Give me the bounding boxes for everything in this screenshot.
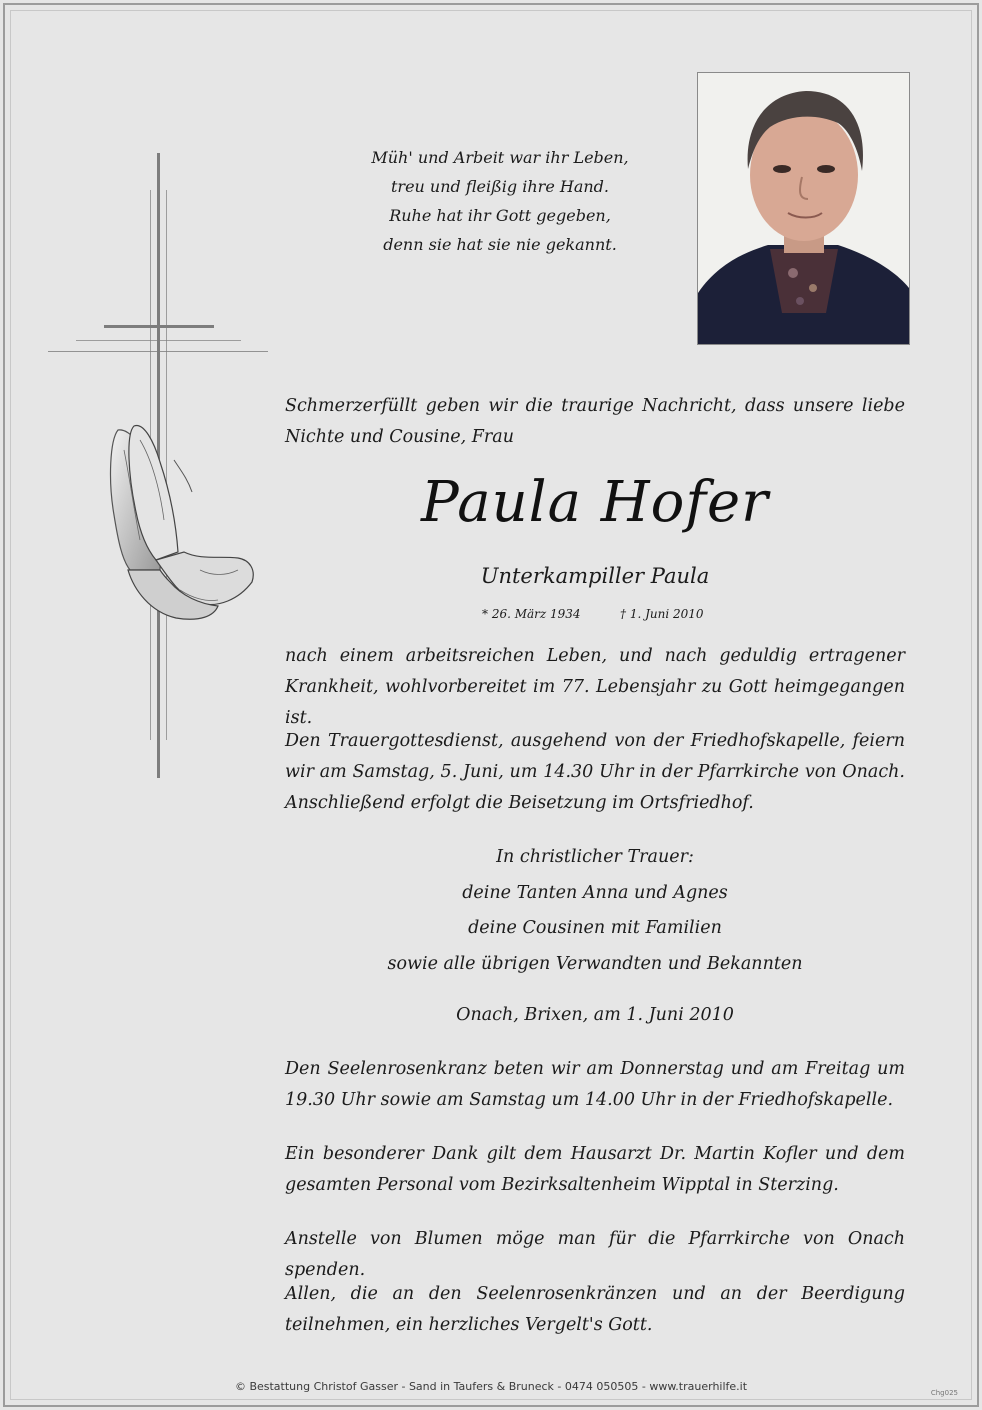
mourners-heading: In christlicher Trauer: bbox=[496, 847, 694, 867]
intro-text: Schmerzerfüllt geben wir die traurige Nachricht, dass unsere liebe Nichte und Cousine, Frau bbox=[285, 396, 905, 447]
mourner-line: sowie alle übrigen Verwandten und Bekannten bbox=[387, 953, 803, 974]
deceased-name: Paula Hofer bbox=[421, 470, 769, 535]
death-date: † 1. Juni 2010 bbox=[620, 607, 704, 621]
mourner-line: deine Tanten Anna und Agnes bbox=[462, 882, 728, 903]
footer-code: Chg025 bbox=[930, 1389, 958, 1397]
portrait-image bbox=[698, 73, 909, 344]
portrait-photo bbox=[697, 72, 910, 345]
mourner-line: deine Cousinen mit Familien bbox=[468, 918, 722, 938]
place-date: Onach, Brixen, am 1. Juni 2010 bbox=[456, 1005, 734, 1025]
gratitude-paragraph: Allen, die an den Seelenrosenkränzen und an der Beerdigung teilnehmen, ein herzliches Vergelt's Gott. bbox=[285, 1284, 905, 1335]
verse-line: Müh' und Arbeit war ihr Leben, bbox=[371, 148, 629, 167]
footer-credit: © Bestattung Christof Gasser - Sand in Taufers & Bruneck - 0474 050505 - www.trauerhilfe.it bbox=[234, 1380, 748, 1393]
verse-line: treu und fleißig ihre Hand. bbox=[390, 177, 609, 196]
verse-line: denn sie hat sie nie gekannt. bbox=[383, 235, 617, 254]
flowers-paragraph: Anstelle von Blumen möge man für die Pfarrkirche von Onach spenden. bbox=[285, 1229, 905, 1280]
praying-hands-icon bbox=[100, 420, 260, 630]
deceased-nickname: Unterkampiller Paula bbox=[480, 564, 710, 588]
verse-line: Ruhe hat ihr Gott gegeben, bbox=[389, 206, 611, 225]
birth-date: * 26. März 1934 bbox=[482, 607, 581, 621]
thanks-paragraph: Ein besonderer Dank gilt dem Hausarzt Dr. Martin Kofler und dem gesamten Personal vom Bezirksaltenheim Wipptal in Sterzing. bbox=[285, 1144, 905, 1195]
death-paragraph: nach einem arbeitsreichen Leben, und nach geduldig ertragener Krankheit, wohlvorbereitet im 77. Lebensjahr zu Gott heimgegangen ist. bbox=[285, 646, 905, 728]
service-paragraph: Den Trauergottesdienst, ausgehend von der Friedhofskapelle, feiern wir am Samstag, 5. Juni, um 14.30 Uhr in der Pfarrkirche von Onach. Anschließend erfolgt die Beisetzung im Ortsfriedhof. bbox=[285, 731, 905, 813]
memorial-verse bbox=[340, 143, 660, 259]
mourners-list bbox=[285, 840, 905, 982]
rosary-paragraph: Den Seelenrosenkranz beten wir am Donnerstag und am Freitag um 19.30 Uhr sowie am Samstag um 14.00 Uhr in der Friedhofskapelle. bbox=[285, 1059, 905, 1110]
